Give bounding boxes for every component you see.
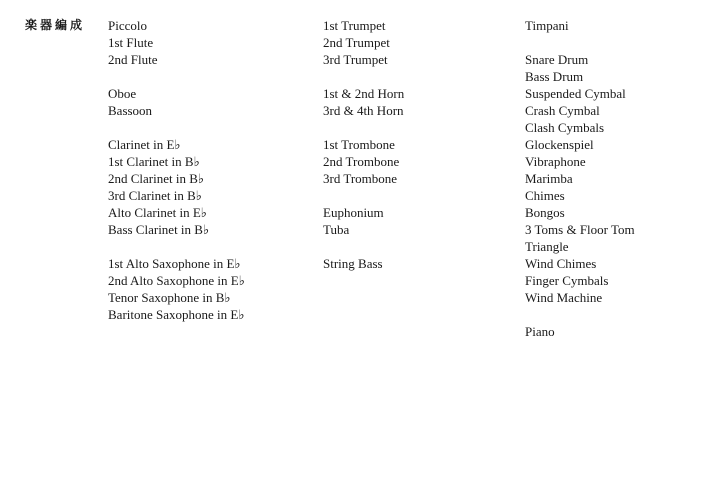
instrument-item: Glockenspiel: [525, 137, 594, 152]
list-spacer: [323, 187, 404, 204]
list-spacer: [323, 68, 404, 85]
instrument-item: Euphonium: [323, 205, 384, 220]
instrument-item: 3rd & 4th Horn: [323, 103, 404, 118]
instrument-item: 1st Trumpet: [323, 18, 386, 33]
instrument-item: Suspended Cymbal: [525, 86, 626, 101]
list-spacer: [323, 238, 404, 255]
instrument-item: Vibraphone: [525, 154, 586, 169]
instrument-item: 2nd Flute: [108, 52, 158, 67]
instrument-item: Bass Clarinet in B♭: [108, 222, 210, 237]
instrument-item: Piano: [525, 324, 555, 339]
instrument-item: 3rd Trumpet: [323, 52, 388, 67]
instrument-item: Bongos: [525, 205, 565, 220]
list-spacer: [525, 34, 635, 51]
instrument-item: Piccolo: [108, 18, 147, 33]
instrument-item: Snare Drum: [525, 52, 589, 67]
instrument-item: Chimes: [525, 188, 565, 203]
instrument-item: Wind Machine: [525, 290, 603, 305]
instrument-item: 3 Toms & Floor Tom: [525, 222, 635, 237]
instrument-item: 1st Alto Saxophone in E♭: [108, 256, 241, 271]
list-spacer: [323, 119, 404, 136]
list-spacer: [108, 119, 245, 136]
list-spacer: [108, 68, 245, 85]
instrument-item: 1st & 2nd Horn: [323, 86, 405, 101]
instrument-item: Baritone Saxophone in E♭: [108, 307, 245, 322]
instrument-item: 1st Flute: [108, 35, 154, 50]
instrument-item: 3rd Clarinet in B♭: [108, 188, 202, 203]
instrument-item: Marimba: [525, 171, 573, 186]
instrument-item: Alto Clarinet in E♭: [108, 205, 207, 220]
instrument-column-percussion: [525, 17, 635, 340]
instrument-item: Triangle: [525, 239, 569, 254]
instrument-item: Timpani: [525, 18, 569, 33]
instrument-item: 3rd Trombone: [323, 171, 398, 186]
instrument-column-woodwinds: [108, 17, 245, 323]
instrument-item: 2nd Trumpet: [323, 35, 390, 50]
instrument-item: Bassoon: [108, 103, 153, 118]
instrument-column-brass: [323, 17, 404, 272]
instrument-item: Tenor Saxophone in B♭: [108, 290, 231, 305]
instrument-item: Bass Drum: [525, 69, 584, 84]
instrument-item: Clash Cymbals: [525, 120, 605, 135]
list-spacer: [525, 306, 635, 323]
instrument-item: String Bass: [323, 256, 383, 271]
instrument-item: 1st Clarinet in B♭: [108, 154, 200, 169]
instrument-item: 2nd Trombone: [323, 154, 400, 169]
instrument-item: 2nd Alto Saxophone in E♭: [108, 273, 245, 288]
instrument-item: 2nd Clarinet in B♭: [108, 171, 205, 186]
instrument-item: Crash Cymbal: [525, 103, 600, 118]
instrument-item: Finger Cymbals: [525, 273, 609, 288]
instrument-item: Clarinet in E♭: [108, 137, 181, 152]
list-spacer: [108, 238, 245, 255]
instrument-item: Oboe: [108, 86, 137, 101]
instrumentation-heading: 楽器編成: [25, 18, 86, 32]
instrument-item: Wind Chimes: [525, 256, 597, 271]
instrument-item: 1st Trombone: [323, 137, 395, 152]
instrument-item: Tuba: [323, 222, 350, 237]
